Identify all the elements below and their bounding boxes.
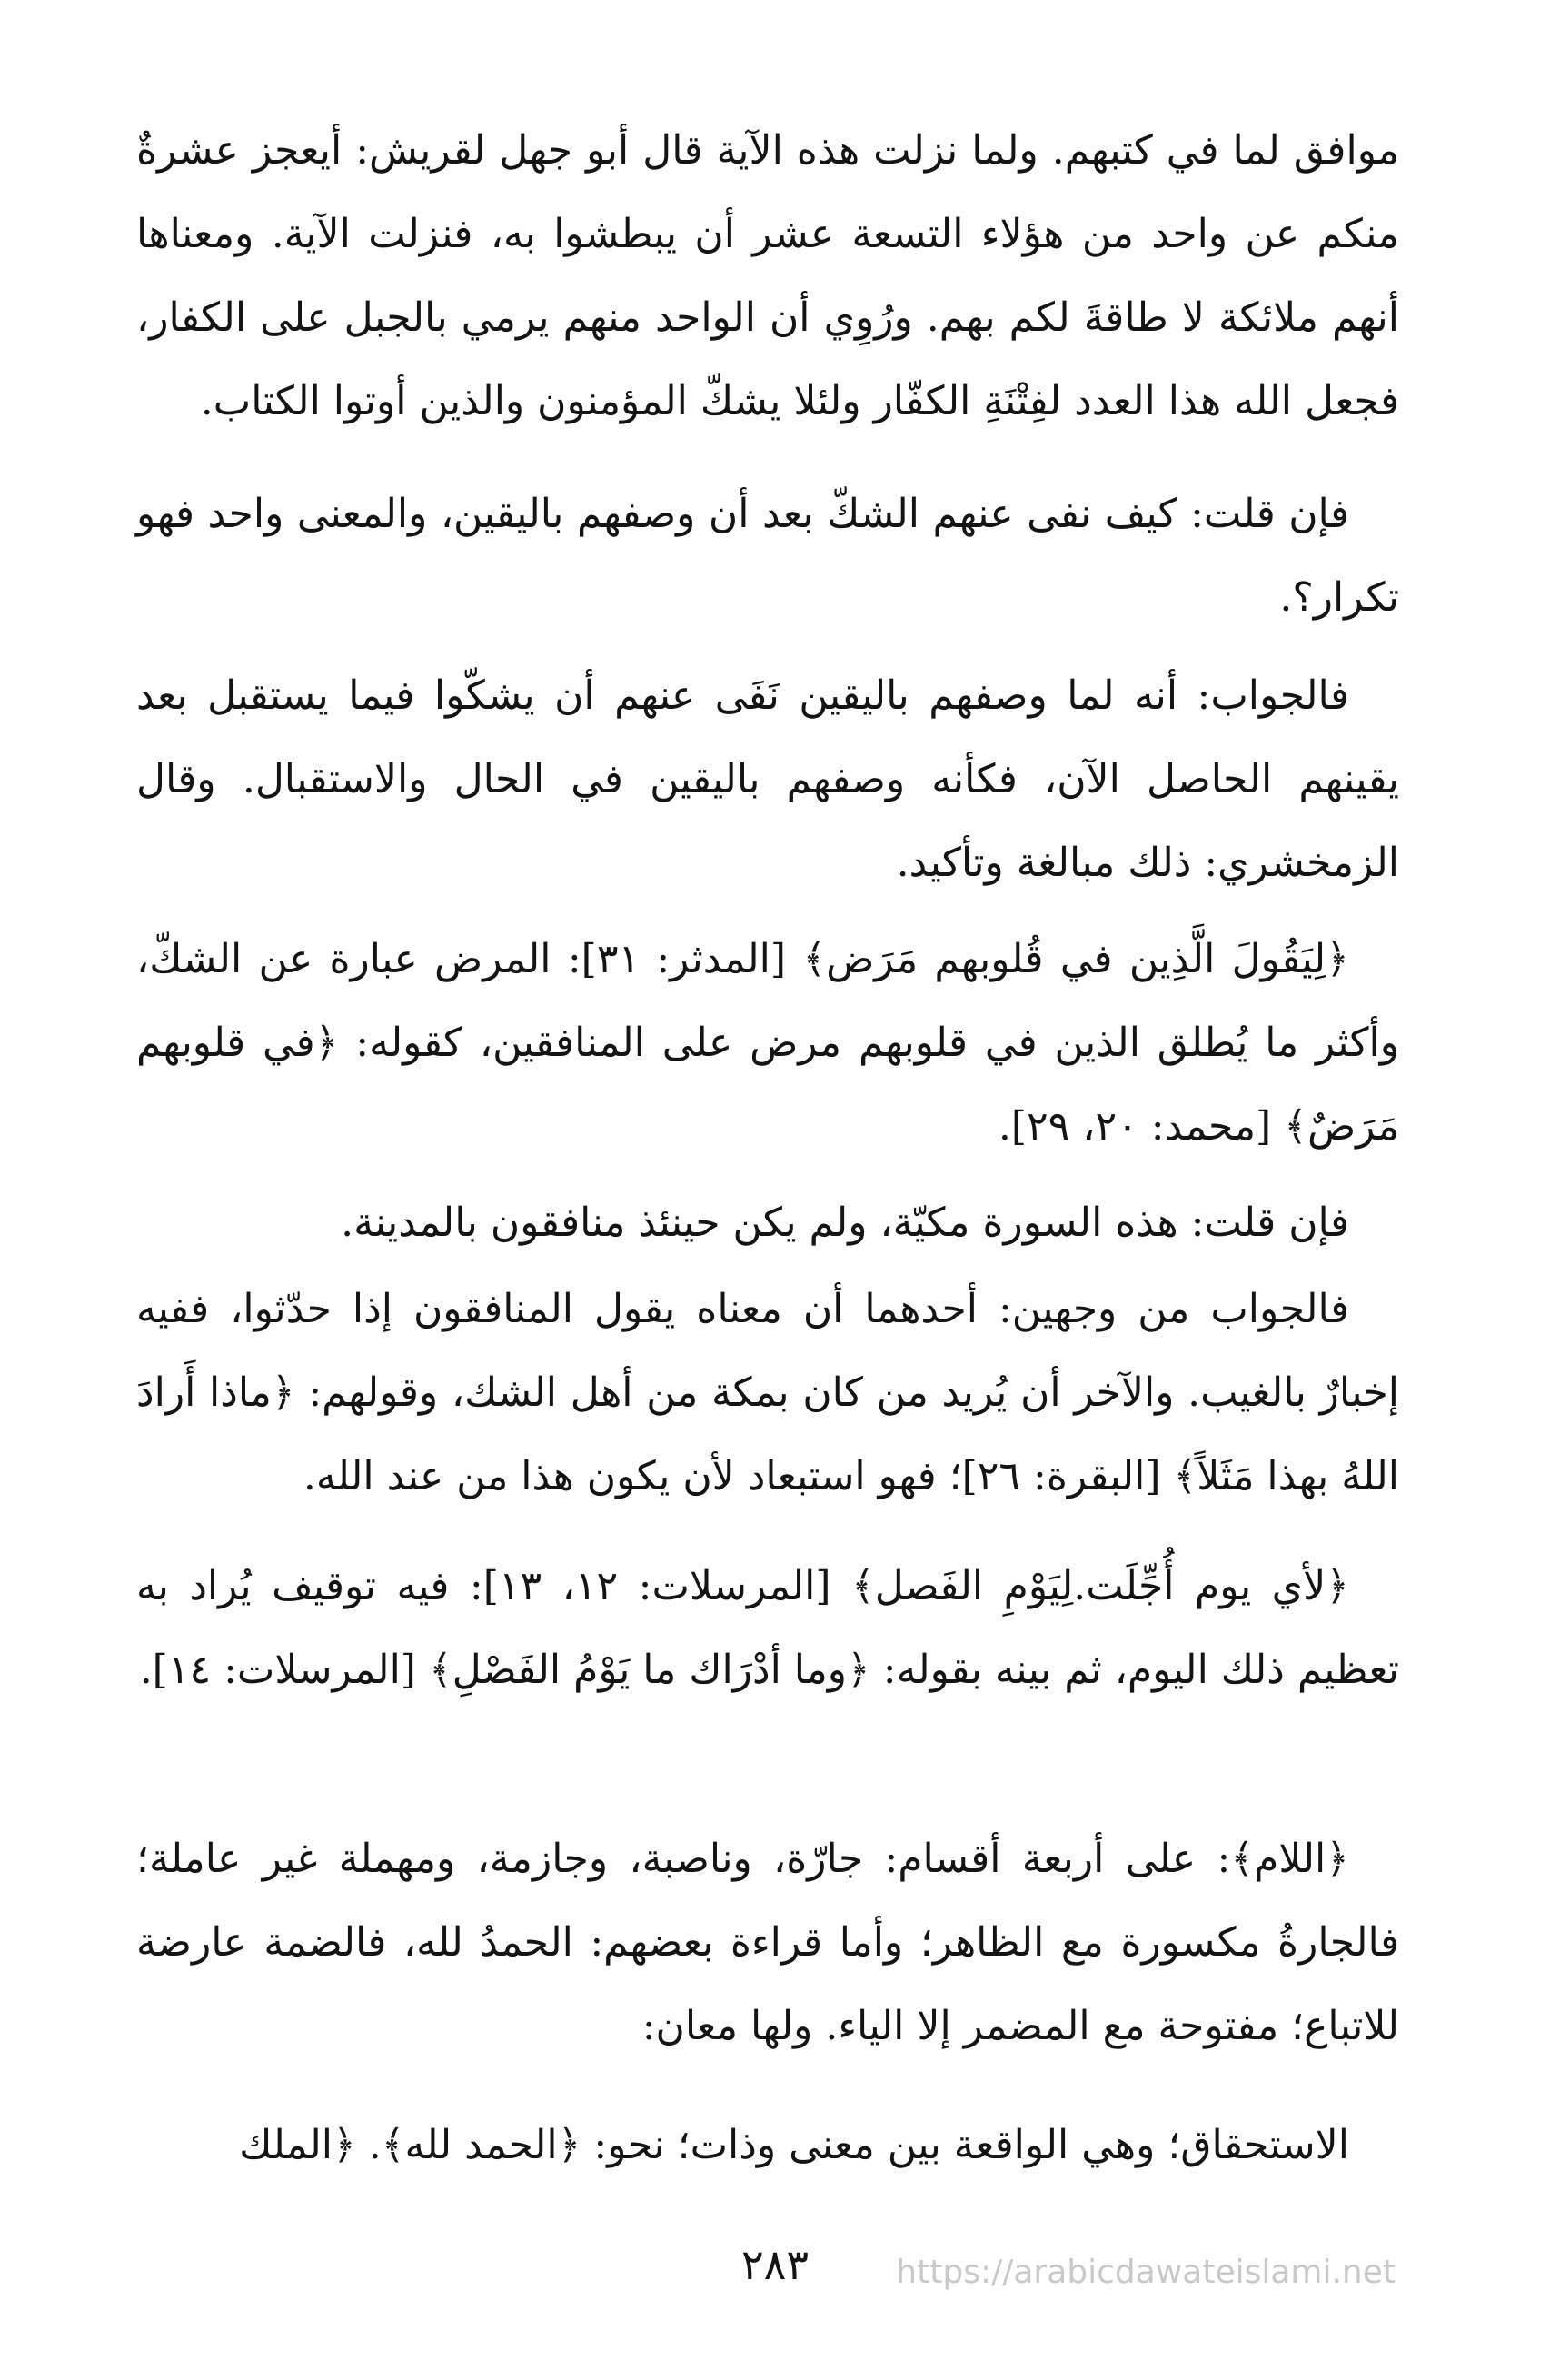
- paragraph-2-text: فإن قلت: كيف نفى عنهم الشكّ بعد أن وصفهم باليقين، والمعنى واحد فهو تكرار؟.: [136, 491, 1399, 621]
- page-number: ٢٨٣: [740, 2240, 810, 2289]
- paragraph-8-text: ﴿اللام﴾: على أربعة أقسام: جارّة، وناصبة، وجازمة، ومهملة غير عاملة؛ فالجارةُ مكسورة مع الظاهر؛ وأما قراءة بعضهم: الحمدُ لله، فالضمة عارضة للاتباع؛ مفتوحة مع المضمر إلا الياء. ولها معان:: [136, 1836, 1399, 2049]
- paragraph-2: [136, 473, 1399, 640]
- paragraph-5-text: فإن قلت: هذه السورة مكيّة، ولم يكن حينئذ منافقون بالمدينة.: [341, 1200, 1349, 1246]
- paragraph-9: [136, 2104, 1399, 2187]
- paragraph-8: [136, 1817, 1399, 2068]
- paragraph-7: [136, 1545, 1399, 1712]
- watermark-url: https://arabicdawateislami.net: [896, 2254, 1396, 2291]
- paragraph-3-text: فالجواب: أنه لما وصفهم باليقين نَفَى عنهم أن يشكّوا فيما يستقبل بعد يقينهم الحاصل الآن، فكأنه وصفهم باليقين في الحال والاستقبال. وقال الزمخشري: ذلك مبالغة وتأكيد.: [136, 672, 1399, 886]
- paragraph-9-text: الاستحقاق؛ وهي الواقعة بين معنى وذات؛ نحو: ﴿الحمد لله﴾. ﴿الملك: [239, 2122, 1349, 2168]
- paragraph-4: [136, 918, 1399, 1169]
- paragraph-3: [136, 654, 1399, 905]
- paragraph-4-text: ﴿لِيَقُولَ الَّذِين في قُلوبهم مَرَض﴾ [المدثر: ٣١]: المرض عبارة عن الشكّ، وأكثر ما يُطلق الذين في قلوبهم مرض على المنافقين، كقوله: ﴿في قلوبهم مَرَضٌ﴾ [محمد: ٢٠، ٢٩].: [136, 936, 1399, 1150]
- paragraph-7-text: ﴿لأي يوم أُجِّلَت.لِيَوْمِ الفَصل﴾ [المرسلات: ١٢، ١٣]: فيه توقيف يُراد به تعظيم ذلك اليوم، ثم بينه بقوله: ﴿وما أدْرَاك ما يَوْمُ الفَصْلِ﴾ [المرسلات: ١٤].: [136, 1563, 1399, 1693]
- paragraph-5: [136, 1181, 1399, 1265]
- paragraph-6: [136, 1268, 1399, 1519]
- paragraph-6-text: فالجواب من وجهين: أحدهما أن معناه يقول المنافقون إذا حدّثوا، ففيه إخبارٌ بالغيب. والآخر أن يُريد من كان بمكة من أهل الشك، وقولهم: ﴿ماذا أَرادَ اللهُ بهذا مَثَلاً﴾ [البقرة: ٢٦]؛ فهو استبعاد لأن يكون هذا من عند الله.: [136, 1286, 1400, 1499]
- paragraph-1: [136, 109, 1399, 443]
- paragraph-1-text: موافق لما في كتبهم. ولما نزلت هذه الآية قال أبو جهل لقريش: أيعجز عشرةٌ منكم عن واحد من هؤلاء التسعة عشر أن يبطشوا به، فنزلت الآية. ومعناها أنهم ملائكة لا طاقةَ لكم بهم. ورُوِي أن الواحد منهم يرمي بالجبل على الكفار، فجعل الله هذا العدد لفِتْنَةِ الكفّار ولئلا يشكّ المؤمنون والذين أوتوا الكتاب.: [136, 127, 1399, 424]
